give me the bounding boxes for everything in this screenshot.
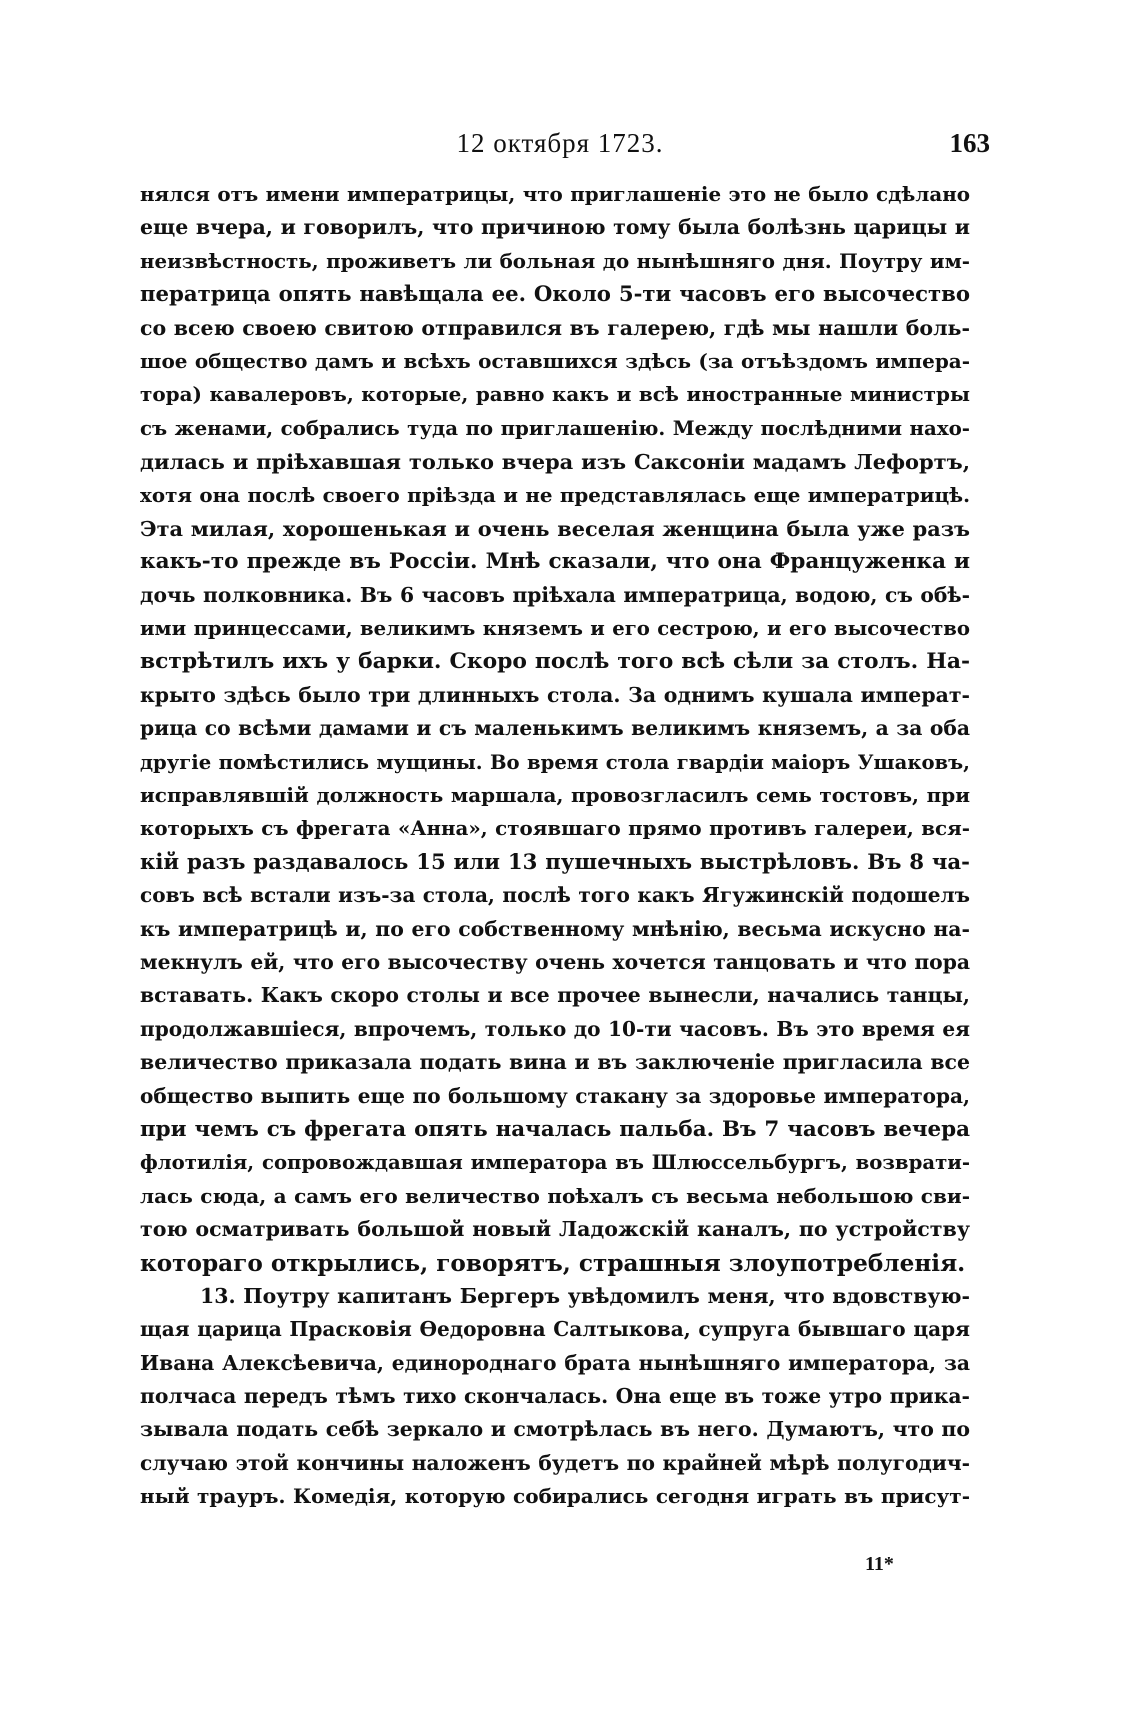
text-line: совъ всѣ встали изъ-за стола, послѣ того какъ Ягужинскій подошелъ	[140, 883, 970, 908]
text-line: ими принцессами, великимъ княземъ и его сестрою, и его высочество	[140, 617, 970, 641]
text-line: Эта милая, хорошенькая и очень веселая женщина была уже разъ	[140, 515, 970, 541]
text-line: встрѣтилъ ихъ у барки. Скоро послѣ того всѣ сѣли за столъ. На-	[140, 649, 970, 675]
text-line: неизвѣстность, проживетъ ли больная до нынѣшняго дня. Поутру им-	[140, 248, 970, 273]
text-line: шое общество дамъ и всѣхъ оставшихся здѣсь (за отъѣздомъ импера-	[140, 348, 970, 373]
text-line: флотилія, сопровождавшая императора въ Шлюссельбургъ, возврати-	[140, 1151, 970, 1175]
text-line: тою осматривать большой новый Ладожскій каналъ, по устройству	[140, 1217, 970, 1242]
running-head	[130, 128, 990, 168]
text-line: ный трауръ. Комедія, которую собирались сегодня играть въ присут-	[140, 1484, 970, 1509]
paragraph-start-line: 13. Поутру капитанъ Бергеръ увѣдомилъ меня, что вдовствую-	[200, 1283, 970, 1308]
text-line: вставать. Какъ скоро столы и все прочее вынесли, начались танцы,	[140, 983, 970, 1008]
text-line: съ женами, собрались туда по приглашенію. Между послѣдними нахо-	[140, 415, 970, 440]
text-line: дочь полковника. Въ 6 часовъ пріѣхала императрица, водою, съ обѣ-	[140, 582, 970, 607]
signature-mark: 11*	[865, 1553, 894, 1575]
text-line: еще вчера, и говорилъ, что причиною тому была болѣзнь царицы и	[140, 215, 970, 240]
text-line: которыхъ съ фрегата «Анна», стоявшаго прямо противъ галереи, вся-	[140, 816, 970, 841]
text-line: какъ-то прежде въ Россіи. Мнѣ сказали, что она Француженка и	[140, 549, 970, 575]
text-line: со всею своею свитою отправился въ галерею, гдѣ мы нашли боль-	[140, 315, 970, 340]
page-number: 163	[949, 128, 990, 158]
text-line: полчаса передъ тѣмъ тихо скончалась. Она еще въ тоже утро прика-	[140, 1384, 970, 1409]
text-line: мекнулъ ей, что его высочеству очень хочется танцовать и что пора	[140, 949, 970, 974]
text-line: продолжавшіеся, впрочемъ, только до 10-ти часовъ. Въ это время ея	[140, 1016, 970, 1041]
text-line: зывала подать себѣ зеркало и смотрѣлась въ него. Думаютъ, что по	[140, 1417, 970, 1442]
text-line: дилась и пріѣхавшая только вчера изъ Саксоніи мадамъ Лефортъ,	[140, 449, 970, 475]
text-line: величество приказала подать вина и въ заключеніе пригласила все	[140, 1050, 970, 1075]
text-line: рица со всѣми дамами и съ маленькимъ великимъ княземъ, а за оба	[140, 716, 970, 741]
text-line: лась сюда, а самъ его величество поѣхалъ съ весьма небольшою сви-	[140, 1183, 970, 1208]
text-line: другіе помѣстились мущины. Во время стола гвардіи маіоръ Ушаковъ,	[140, 750, 970, 774]
text-line: ператрица опять навѣщала ее. Около 5-ти часовъ его высочество	[140, 282, 970, 308]
text-line: кій разъ раздавалось 15 или 13 пушечныхъ выстрѣловъ. Въ 8 ча-	[140, 849, 970, 875]
text-line: исправлявшій должность маршала, провозгласилъ семь тостовъ, при	[140, 783, 970, 808]
text-line: тора) кавалеровъ, которые, равно какъ и всѣ иностранные министры	[140, 382, 970, 407]
text-line: котораго открылись, говорятъ, страшныя злоупотребленія.	[140, 1249, 966, 1277]
text-line: нялся отъ имени императрицы, что приглашеніе это не было сдѣлано	[140, 182, 970, 206]
text-line: хотя она послѣ своего пріѣзда и не представлялась еще императрицѣ.	[140, 482, 970, 507]
text-line: общество выпить еще по большому стакану за здоровье императора,	[140, 1083, 970, 1108]
running-title: 12 октября 1723.	[456, 128, 664, 158]
text-line: щая царица Прасковія Ѳедоровна Салтыкова, супруга бывшаго царя	[140, 1317, 970, 1342]
body-text	[140, 178, 970, 1514]
text-line: къ императрицѣ и, по его собственному мнѣнію, весьма искусно на-	[140, 916, 970, 941]
text-line: случаю этой кончины наложенъ будетъ по крайней мѣрѣ полугодич-	[140, 1450, 970, 1475]
text-line: при чемъ съ фрегата опять началась пальба. Въ 7 часовъ вечера	[140, 1116, 970, 1142]
text-line: крыто здѣсь было три длинныхъ стола. За однимъ кушала императ-	[140, 682, 970, 707]
text-line: Ивана Алексѣевича, единороднаго брата нынѣшняго императора, за	[140, 1350, 970, 1375]
